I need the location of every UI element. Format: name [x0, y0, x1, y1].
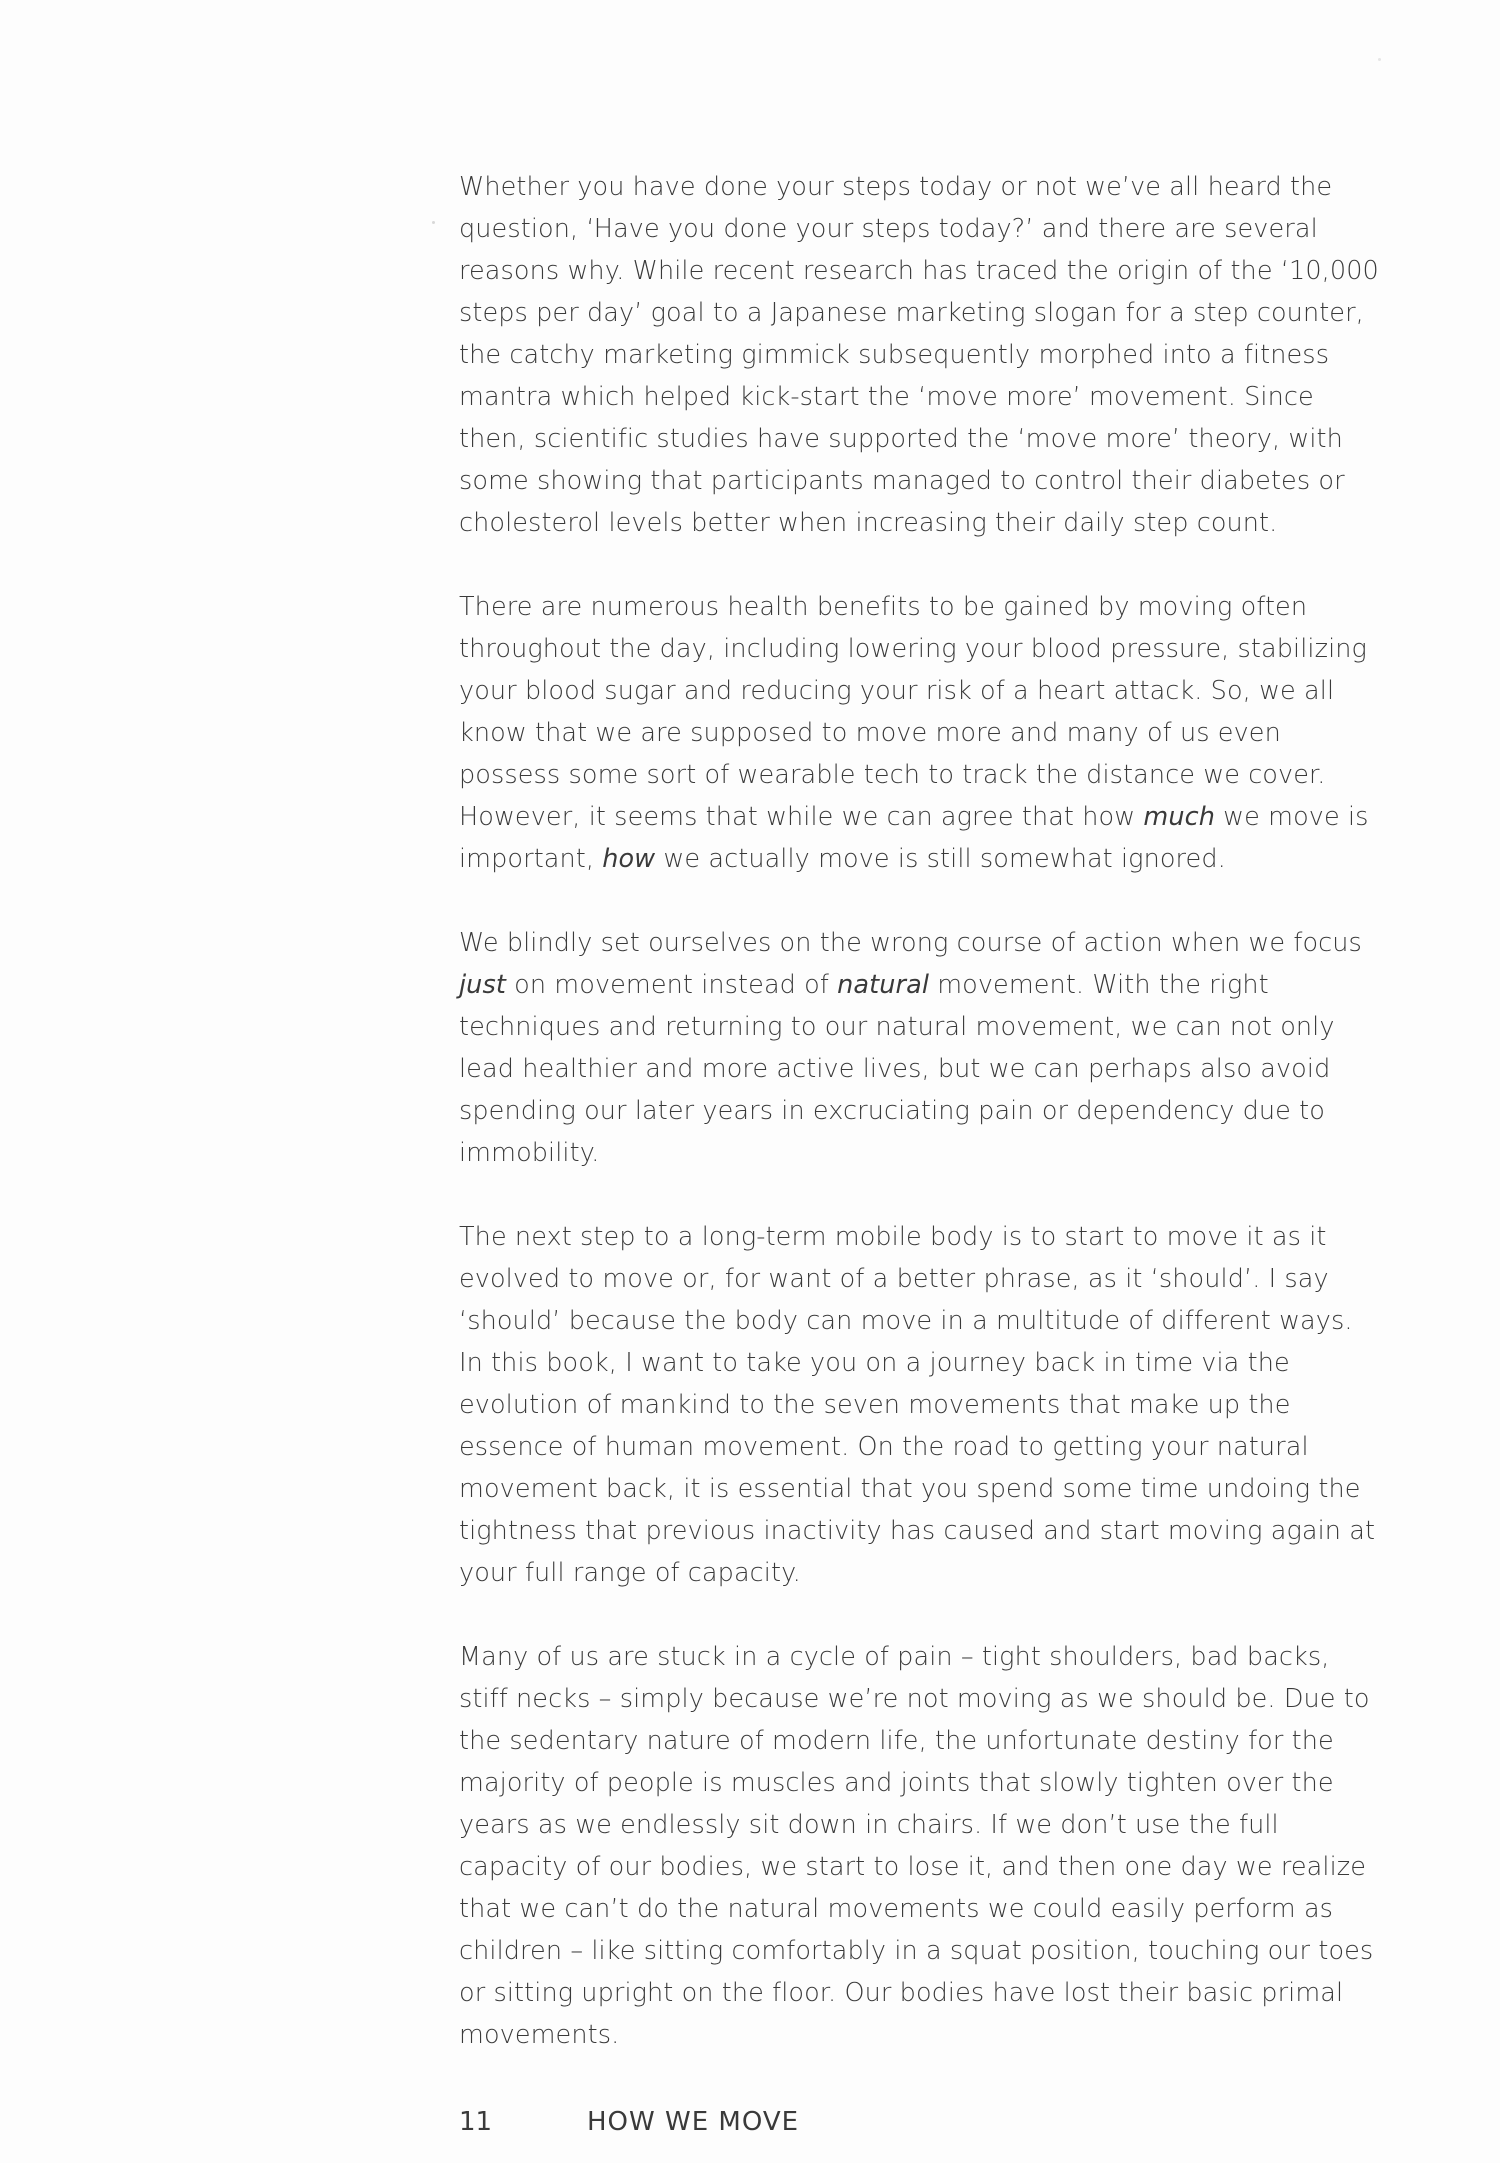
emphasis-just: just	[459, 970, 506, 1000]
paragraph-2	[459, 586, 1381, 880]
running-title: HOW WE MOVE	[587, 2107, 800, 2137]
scan-speck	[432, 221, 435, 224]
scan-speck	[1378, 58, 1381, 61]
paragraph-1-text: Whether you have done your steps today or not we’ve all heard the question, ‘Have you done your steps today?’ and there are several reasons why. While recent research has traced the origin of the ‘10,000 steps per day’ goal to a Japanese marketing slogan for a step counter, the catchy marketing gimmick subsequently morphed into a fitness mantra which helped kick-start the ‘move more’ movement. Since then, scientific studies have supported the ‘move more’ theory, with some showing that participants managed to control their diabetes or cholesterol levels better when increasing their daily step count.	[459, 172, 1379, 538]
paragraph-2-text-b: we move is important,	[459, 802, 1369, 874]
paragraph-4	[459, 1216, 1381, 1594]
body-text	[459, 166, 1381, 2098]
paragraph-2-text-c: we actually move is still somewhat ignored.	[655, 844, 1226, 874]
paragraph-4-text: The next step to a long-term mobile body is to start to move it as it evolved to move or, for want of a better phrase, as it ‘should’. I say ‘should’ because the body can move in a multitude of different ways. In this book, I want to take you on a journey back in time via the evolution of mankind to the seven movements that make up the essence of human movement. On the road to getting your natural movement back, it is essential that you spend some time undoing the tightness that previous inactivity has caused and start moving again at your full range of capacity.	[459, 1222, 1376, 1588]
page-number: 11	[459, 2107, 493, 2137]
page-footer	[459, 2102, 799, 2142]
paragraph-3-text-c: movement. With the right techniques and returning to our natural movement, we can not only lead healthier and more active lives, but we can perhaps also avoid spending our later years in excruciating pain or dependency due to immobility.	[459, 970, 1335, 1168]
paragraph-3	[459, 922, 1381, 1174]
emphasis-natural: natural	[837, 970, 929, 1000]
paragraph-3-text-b: on movement instead of	[505, 970, 838, 1000]
paragraph-5	[459, 1636, 1381, 2056]
paragraph-5-text: Many of us are stuck in a cycle of pain – tight shoulders, bad backs, stiff necks – simply because we’re not moving as we should be. Due to the sedentary nature of modern life, the unfortunate destiny for the majority of people is muscles and joints that slowly tighten over the years as we endlessly sit down in chairs. If we don’t use the full capacity of our bodies, we start to lose it, and then one day we realize that we can’t do the natural movements we could easily perform as children – like sitting comfortably in a squat position, touching our toes or sitting upright on the floor. Our bodies have lost their basic primal movements.	[459, 1642, 1374, 2050]
paragraph-3-text-a: We blindly set ourselves on the wrong course of action when we focus	[459, 928, 1362, 958]
paragraph-1	[459, 166, 1381, 544]
paragraph-2-text-a: There are numerous health benefits to be gained by moving often throughout the day, including lowering your blood pressure, stabilizing your blood sugar and reducing your risk of a heart attack. So, we all know that we are supposed to move more and many of us even possess some sort of wearable tech to track the distance we cover. However, it seems that while we can agree that how	[459, 592, 1367, 832]
emphasis-much: much	[1143, 802, 1215, 832]
emphasis-how: how	[602, 844, 656, 874]
